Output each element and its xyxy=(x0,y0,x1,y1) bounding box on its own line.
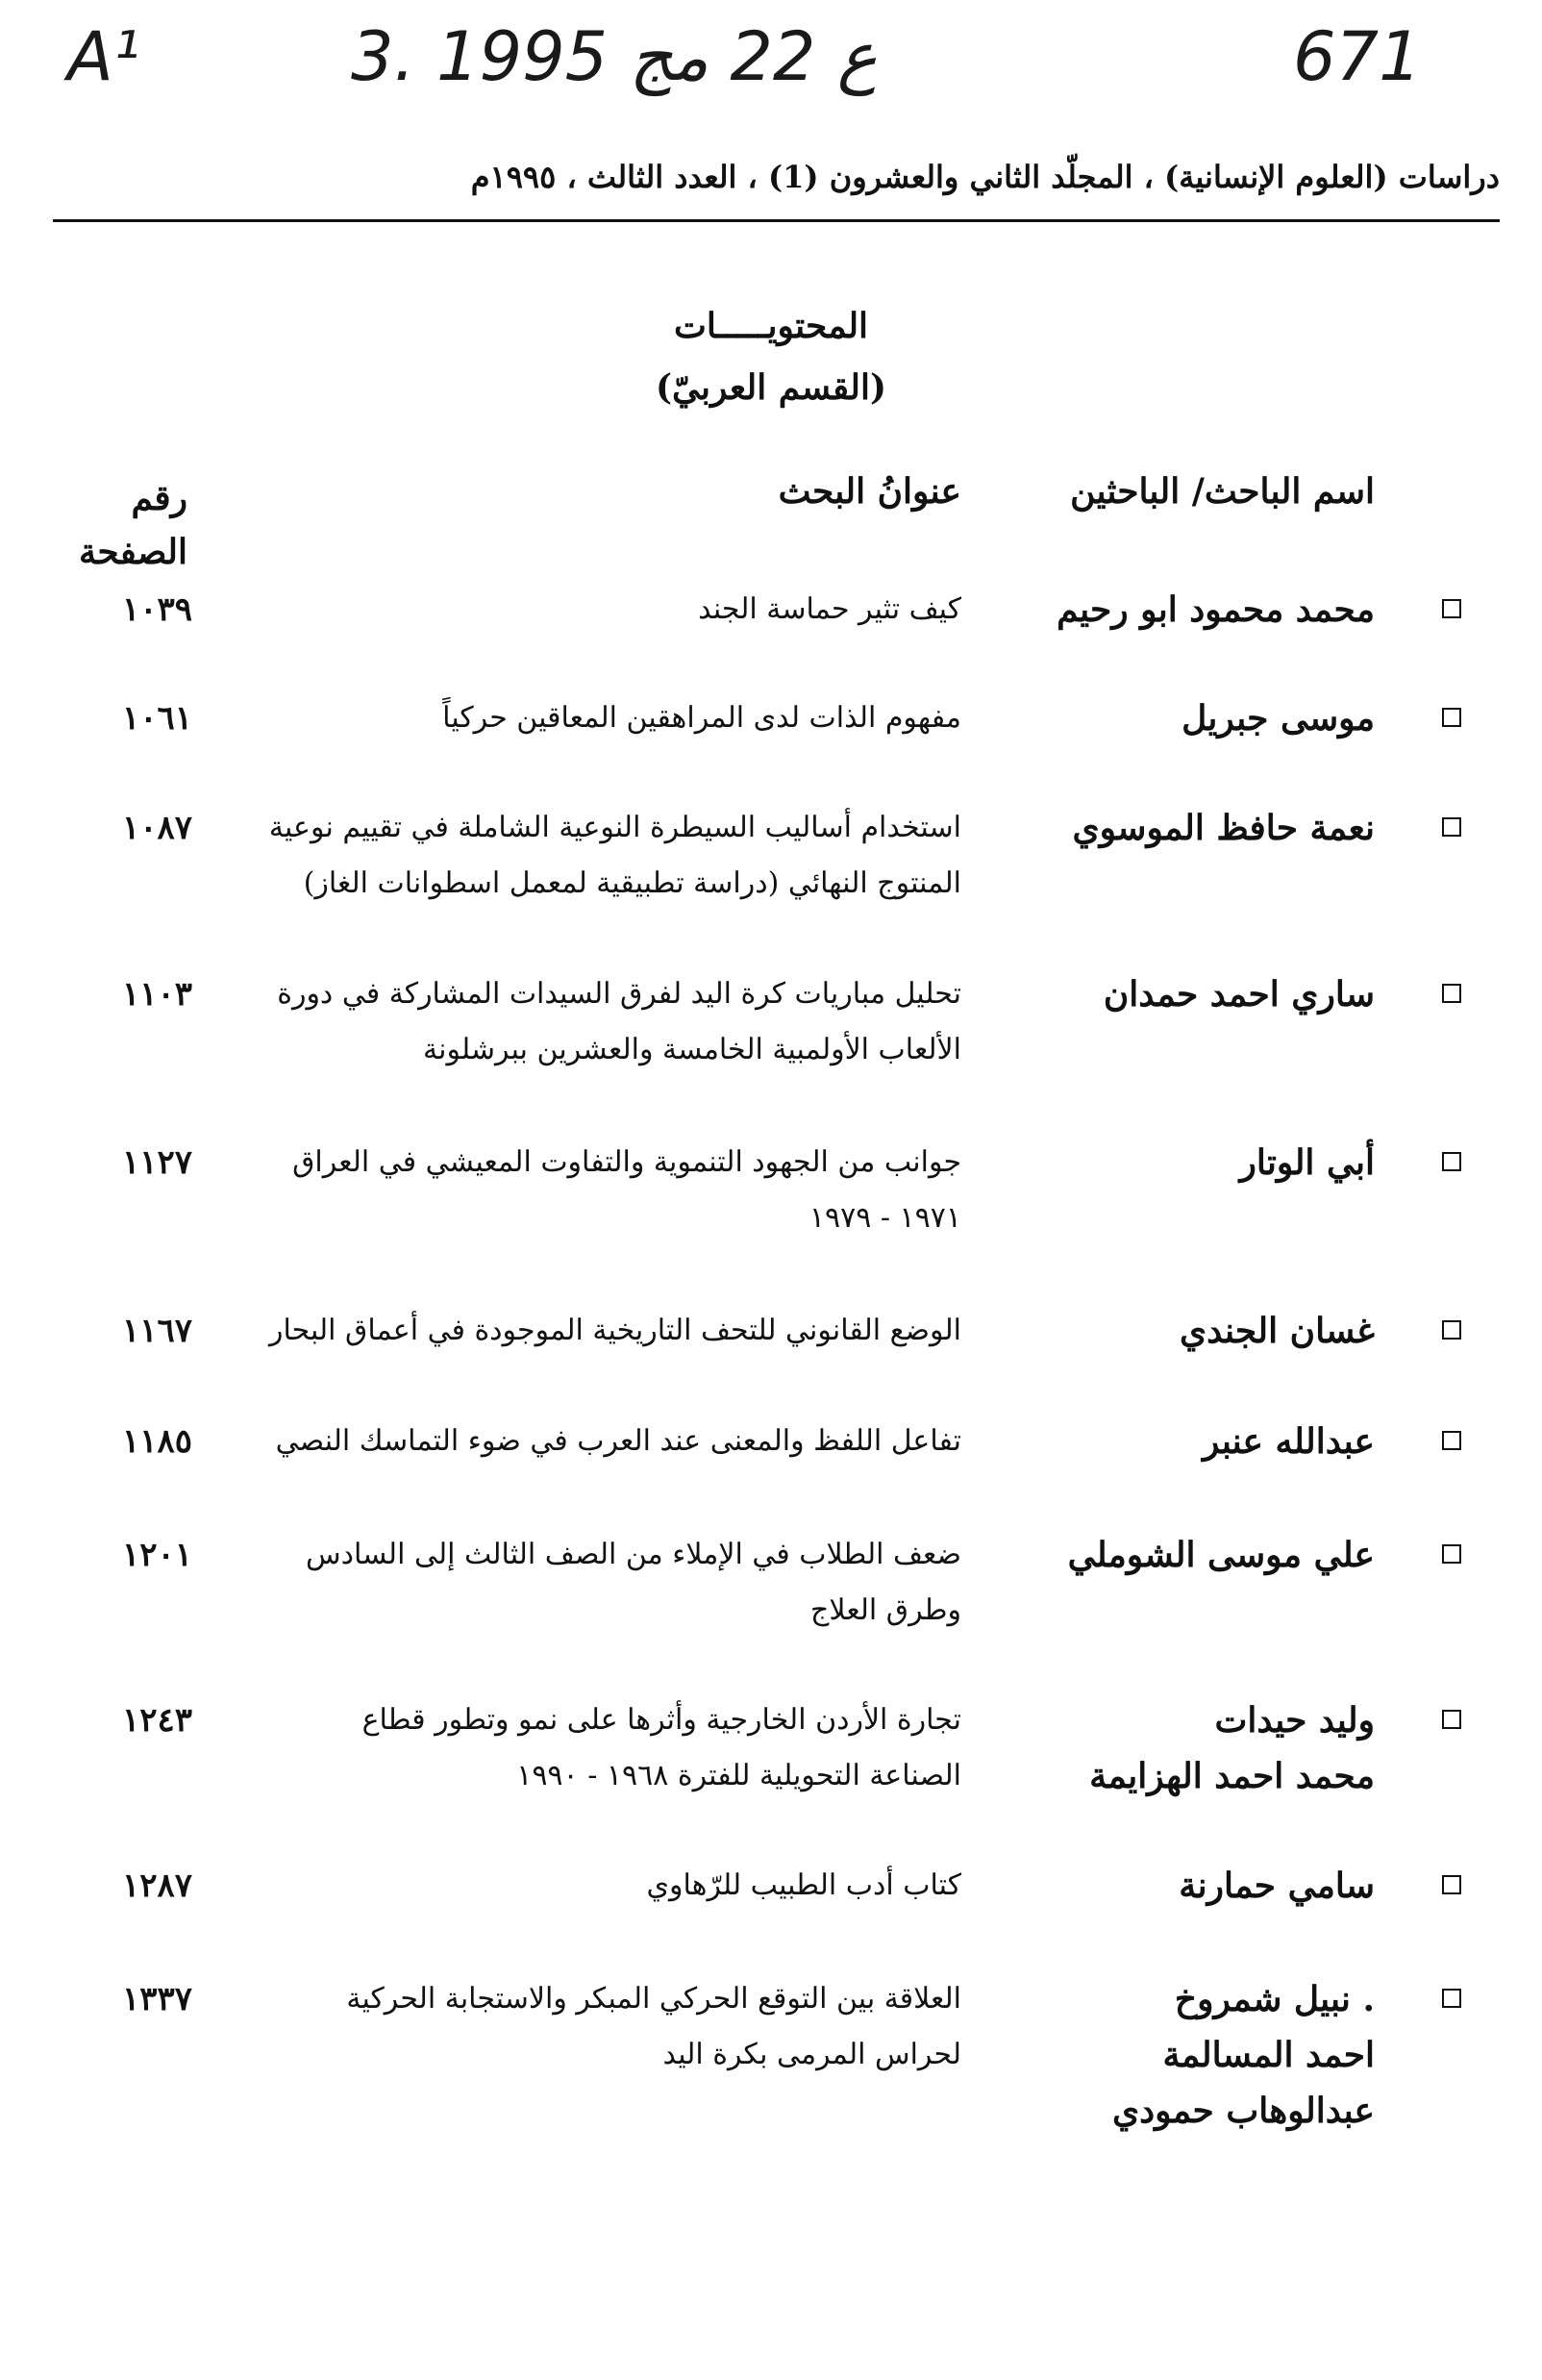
author-names xyxy=(961,800,1375,856)
research-title-line: الألعاب الأولمبية الخامسة والعشرين ببرشلونة xyxy=(423,1033,961,1066)
research-title-line: العلاقة بين التوقع الحركي المبكر والاستجابة الحركية xyxy=(346,1982,961,2016)
research-title-line: المنتوج النهائي (دراسة تطبيقية لمعمل اسطوانات الغاز) xyxy=(303,866,961,900)
page-number: ١٠٣٩ xyxy=(121,590,192,629)
contents-subtitle: (القسم العربيّ) xyxy=(655,367,887,408)
checkbox-icon xyxy=(1442,1431,1461,1450)
research-title-line: جوانب من الجهود التنموية والتفاوت المعيشي في العراق xyxy=(292,1145,961,1179)
research-title xyxy=(231,1527,961,1639)
research-title-line: استخدام أساليب السيطرة النوعية الشاملة في تقييم نوعية xyxy=(268,811,961,844)
research-title xyxy=(231,1858,961,1914)
research-title xyxy=(231,1135,961,1246)
author-names xyxy=(961,1414,1375,1469)
handwritten-middle: 3. ع 22 مج 1995 xyxy=(351,17,878,96)
author-name: علي موسى الشوملي xyxy=(1067,1535,1375,1575)
research-title xyxy=(231,1303,961,1359)
author-name: عبدالوهاب حمودي xyxy=(1111,2091,1375,2131)
checkbox-icon xyxy=(1442,1544,1461,1564)
checkbox-icon xyxy=(1442,708,1461,727)
research-title xyxy=(231,800,961,912)
header-rule xyxy=(53,219,1500,222)
contents-title: المحتويـــــات xyxy=(673,306,869,346)
author-names xyxy=(961,1135,1375,1190)
author-names xyxy=(961,1971,1375,2139)
research-title xyxy=(231,690,961,746)
research-title-line: ضعف الطلاب في الإملاء من الصف الثالث إلى السادس xyxy=(306,1538,961,1571)
author-name: سامي حمارنة xyxy=(1179,1866,1375,1906)
author-name: محمد محمود ابو رحيم xyxy=(1057,589,1375,630)
author-name: . نبيل شمروخ xyxy=(1174,1979,1375,2019)
page-number: ١٢٨٧ xyxy=(121,1866,192,1905)
author-name: أبي الوتار xyxy=(1239,1142,1375,1183)
research-title-line: وطرق العلاج xyxy=(810,1593,961,1627)
checkbox-icon xyxy=(1442,1875,1461,1894)
research-title-line: تجارة الأردن الخارجية وأثرها على نمو وتطور قطاع xyxy=(361,1703,961,1737)
checkbox-icon xyxy=(1442,1320,1461,1340)
research-title-line: كيف تثير حماسة الجند xyxy=(698,592,961,626)
page-number: ١١٠٣ xyxy=(121,975,192,1014)
column-header-page xyxy=(53,471,187,579)
research-title-line: ١٩٧١ - ١٩٧٩ xyxy=(808,1201,961,1235)
author-names xyxy=(961,582,1375,638)
page-number: ١٠٨٧ xyxy=(121,809,192,847)
author-name: موسى جبريل xyxy=(1181,698,1375,739)
page-number: ١١٨٥ xyxy=(121,1422,192,1461)
author-names xyxy=(961,1858,1375,1914)
research-title-line: لحراس المرمى بكرة اليد xyxy=(662,2038,961,2071)
research-title-line: تحليل مباريات كرة اليد لفرق السيدات المشاركة في دورة xyxy=(277,977,961,1011)
author-name: غسان الجندي xyxy=(1179,1311,1375,1351)
research-title-line: الوضع القانوني للتحف التاريخية الموجودة في أعماق البحار xyxy=(268,1314,961,1347)
author-name: عبدالله عنبر xyxy=(1202,1421,1375,1462)
handwritten-left: A¹ xyxy=(67,17,140,96)
page-number: ١١٢٧ xyxy=(121,1143,192,1182)
page-number: ١١٦٧ xyxy=(121,1312,192,1350)
checkbox-icon xyxy=(1442,1710,1461,1729)
author-names xyxy=(961,1527,1375,1583)
author-names xyxy=(961,690,1375,746)
author-name: محمد احمد الهزايمة xyxy=(1089,1756,1375,1796)
page-number: ١٣٣٧ xyxy=(121,1980,192,2018)
handwritten-right: 671 xyxy=(1293,17,1422,96)
research-title-line: مفهوم الذات لدى المراهقين المعاقين حركياً xyxy=(442,701,961,735)
author-names xyxy=(961,1692,1375,1804)
checkbox-icon xyxy=(1442,599,1461,618)
checkbox-icon xyxy=(1442,984,1461,1003)
author-name: وليد حيدات xyxy=(1214,1700,1375,1741)
checkbox-icon xyxy=(1442,1989,1461,2008)
checkbox-icon xyxy=(1442,817,1461,837)
research-title xyxy=(231,1971,961,2083)
journal-header: دراسات (العلوم الإنسانية) ، المجلّد الثاني والعشرون (1) ، العدد الثالث ، ١٩٩٥م xyxy=(470,159,1500,195)
research-title xyxy=(231,966,961,1078)
author-names xyxy=(961,966,1375,1022)
page-number: ١٢٠١ xyxy=(121,1536,192,1574)
author-names xyxy=(961,1303,1375,1359)
author-name: احمد المسالمة xyxy=(1162,2035,1375,2075)
author-name: نعمة حافظ الموسوي xyxy=(1072,808,1375,848)
checkbox-icon xyxy=(1442,1152,1461,1171)
research-title-line: تفاعل اللفظ والمعنى عند العرب في ضوء التماسك النصي xyxy=(275,1424,961,1458)
handwritten-annotation xyxy=(58,17,1500,123)
research-title-line: الصناعة التحويلية للفترة ١٩٦٨ - ١٩٩٠ xyxy=(516,1759,961,1792)
page-number: ١٢٤٣ xyxy=(121,1701,192,1740)
column-header-title: عنوانُ البحث xyxy=(778,471,961,512)
research-title xyxy=(231,1414,961,1469)
research-title-line: كتاب أدب الطبيب للرّهاوي xyxy=(646,1868,961,1902)
column-header-page-line2: الصفحة xyxy=(79,532,187,572)
page-number: ١٠٦١ xyxy=(121,699,192,738)
research-title xyxy=(231,582,961,638)
column-header-author: اسم الباحث/ الباحثين xyxy=(1070,471,1375,512)
research-title xyxy=(231,1692,961,1804)
author-name: ساري احمد حمدان xyxy=(1103,974,1375,1015)
column-header-page-line1: رقم xyxy=(131,478,187,518)
